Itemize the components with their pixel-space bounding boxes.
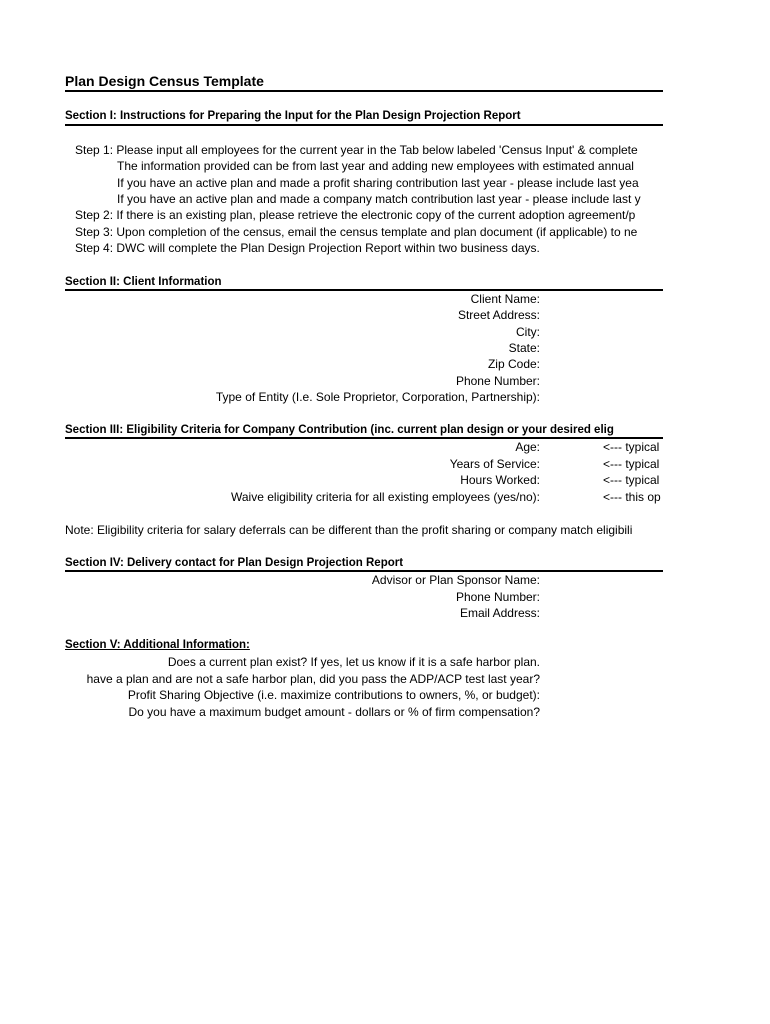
- advisor-name-label: Advisor or Plan Sponsor Name:: [371, 573, 540, 587]
- maximum-budget-question: Do you have a maximum budget amount - dollars or % of firm compensation?: [128, 705, 540, 719]
- section-1-divider: [65, 124, 663, 126]
- email-address-label: Email Address:: [459, 606, 540, 620]
- state-label: State:: [508, 341, 540, 355]
- section-1-heading: Section I: Instructions for Preparing the Input for the Plan Design Projection Report: [65, 110, 521, 122]
- section-2-divider: [65, 289, 663, 291]
- section-4-heading: Section IV: Delivery contact for Plan Design Projection Report: [65, 557, 404, 569]
- hours-worked-label: Hours Worked:: [460, 473, 540, 487]
- section-3-divider: [65, 437, 663, 439]
- instruction-step-1-detail-c: If you have an active plan and made a company match contribution last year - please include last y: [117, 192, 641, 206]
- instruction-step-1: Step 1: Please input all employees for the current year in the Tab below labeled 'Census Input' & complete: [75, 143, 638, 157]
- years-of-service-note: <--- typical: [603, 457, 660, 471]
- zip-code-label: Zip Code:: [487, 357, 540, 371]
- phone-number-label: Phone Number:: [455, 374, 540, 388]
- section-2-heading: Section II: Client Information: [65, 276, 222, 288]
- entity-type-label: Type of Entity (I.e. Sole Proprietor, Corporation, Partnership):: [215, 390, 540, 404]
- section-3-heading: Section III: Eligibility Criteria for Company Contribution (inc. current plan design or your desired elig: [65, 424, 614, 436]
- street-address-label: Street Address:: [457, 308, 540, 322]
- current-plan-question: Does a current plan exist? If yes, let us know if it is a safe harbor plan.: [167, 655, 540, 669]
- age-label: Age:: [515, 440, 540, 454]
- page-title: Plan Design Census Template: [65, 73, 264, 89]
- waive-eligibility-label: Waive eligibility criteria for all existing employees (yes/no):: [231, 490, 540, 504]
- hours-worked-note: <--- typical: [603, 473, 660, 487]
- instruction-step-4: Step 4: DWC will complete the Plan Design Projection Report within two business days.: [75, 241, 540, 255]
- years-of-service-label: Years of Service:: [449, 457, 540, 471]
- title-divider: [65, 90, 663, 92]
- section-4-divider: [65, 570, 663, 572]
- waive-eligibility-note: <--- this op: [603, 490, 661, 504]
- contact-phone-label: Phone Number:: [455, 590, 540, 604]
- spreadsheet-page: [65, 0, 663, 1024]
- instruction-step-2: Step 2: If there is an existing plan, please retrieve the electronic copy of the current adoption agreement/p: [75, 208, 636, 222]
- adp-acp-test-question: have a plan and are not a safe harbor plan, did you pass the ADP/ACP test last year?: [86, 672, 540, 686]
- instruction-step-1-detail-b: If you have an active plan and made a profit sharing contribution last year - please include last yea: [117, 176, 639, 190]
- instruction-step-3: Step 3: Upon completion of the census, email the census template and plan document (if applicable) to ne: [75, 225, 638, 239]
- client-name-label: Client Name:: [470, 292, 540, 306]
- section-5-heading: Section V: Additional Information:: [65, 639, 250, 651]
- eligibility-footnote: Note: Eligibility criteria for salary deferrals can be different than the profit sharing or company match eligibili: [65, 523, 633, 537]
- age-note: <--- typical: [603, 440, 660, 454]
- instruction-step-1-detail-a: The information provided can be from last year and adding new employees with estimated annual: [117, 159, 634, 173]
- city-label: City:: [516, 325, 540, 339]
- profit-sharing-objective-question: Profit Sharing Objective (i.e. maximize contributions to owners, %, or budget):: [127, 688, 540, 702]
